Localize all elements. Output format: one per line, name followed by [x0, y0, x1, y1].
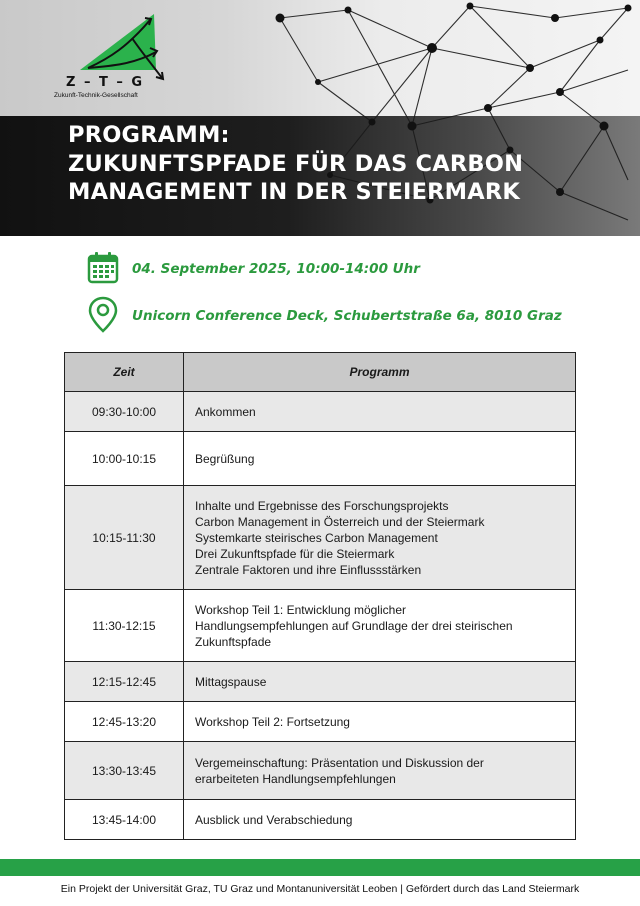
event-location: [86, 295, 586, 335]
program-line: Mittagspause: [195, 674, 267, 689]
program-line: Begrüßung: [195, 451, 255, 466]
program-line: Inhalte und Ergebnisse des Forschungsprojekts: [195, 498, 449, 513]
table-row: [65, 392, 576, 432]
program-cell: [184, 702, 576, 742]
time-cell: 09:30-10:00: [65, 392, 184, 432]
time-cell: 11:30-12:15: [65, 590, 184, 662]
column-header-program: Programm: [184, 353, 576, 392]
table-row: [65, 702, 576, 742]
page-title: [68, 121, 628, 207]
program-line: erarbeiteten Handlungsempfehlungen: [195, 771, 396, 786]
calendar-icon: [86, 250, 120, 284]
table-row: [65, 432, 576, 486]
program-cell: [184, 432, 576, 486]
time-cell: 10:15-11:30: [65, 486, 184, 590]
time-cell: 12:45-13:20: [65, 702, 184, 742]
program-line: Vergemeinschaftung: Präsentation und Diskussion der: [195, 755, 484, 770]
header-banner: [0, 0, 640, 236]
footer-bar: [0, 859, 640, 876]
event-location-text: Unicorn Conference Deck, Schubertstraße 6a, 8010 Graz: [132, 308, 562, 324]
title-line: PROGRAMM:: [68, 122, 230, 148]
program-line: Systemkarte steirisches Carbon Management: [195, 530, 438, 545]
time-cell: 13:30-13:45: [65, 742, 184, 800]
program-line: Zentrale Faktoren und ihre Einflussstärken: [195, 562, 422, 577]
program-line: Ankommen: [195, 404, 256, 419]
program-line: Workshop Teil 1: Entwicklung möglicher: [195, 602, 406, 617]
program-cell: [184, 662, 576, 702]
program-line: Zukunftspfade: [195, 634, 272, 649]
event-date-text: 04. September 2025, 10:00-14:00 Uhr: [132, 261, 420, 277]
table-row: [65, 742, 576, 800]
program-line: Workshop Teil 2: Fortsetzung: [195, 714, 350, 729]
time-cell: 12:15-12:45: [65, 662, 184, 702]
time-cell: 13:45-14:00: [65, 800, 184, 840]
program-line: Ausblick und Verabschiedung: [195, 812, 353, 827]
logo-letters: Z – T – G: [66, 75, 145, 90]
program-cell: [184, 486, 576, 590]
time-cell: 10:00-10:15: [65, 432, 184, 486]
title-line: ZUKUNFTSPFADE FÜR DAS CARBON: [68, 150, 524, 177]
column-header-time: Zeit: [65, 353, 184, 392]
footer-text: Ein Projekt der Universität Graz, TU Graz und Montanuniversität Leoben | Gefördert durch das Land Steiermark: [60, 883, 580, 895]
title-line: MANAGEMENT IN DER STEIERMARK: [68, 179, 521, 205]
schedule-table: [64, 352, 576, 840]
table-header-row: [65, 353, 576, 392]
program-line: Carbon Management in Österreich und der Steiermark: [195, 514, 485, 529]
program-cell: [184, 742, 576, 800]
table-row: [65, 800, 576, 840]
program-line: Drei Zukunftspfade für die Steiermark: [195, 546, 395, 561]
program-cell: [184, 800, 576, 840]
table-row: [65, 486, 576, 590]
program-line: Handlungsempfehlungen auf Grundlage der drei steirischen: [195, 618, 513, 633]
event-date: [86, 250, 586, 286]
table-row: [65, 590, 576, 662]
program-cell: [184, 392, 576, 432]
program-cell: [184, 590, 576, 662]
location-pin-icon: [86, 295, 120, 335]
table-row: [65, 662, 576, 702]
logo-subtitle: Zukunft-Technik-Gesellschaft: [54, 92, 138, 99]
